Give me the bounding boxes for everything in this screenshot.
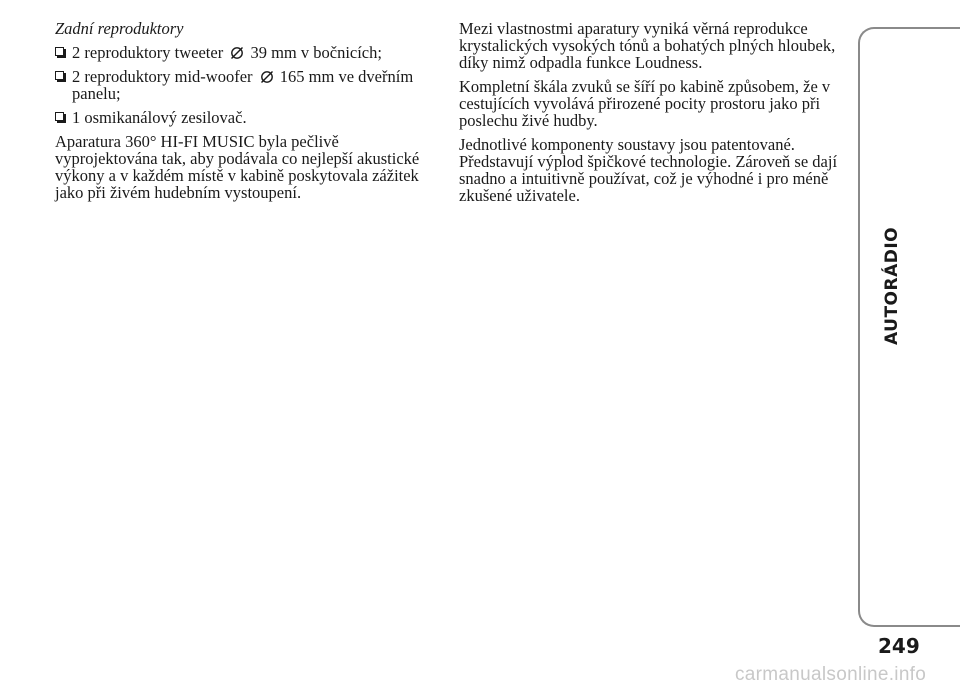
section-subheading: Zadní reproduktory xyxy=(55,19,184,38)
checkbox-bullet-icon xyxy=(55,112,64,121)
bullet-item xyxy=(55,44,440,61)
bullet-text-after: 165 mm ve dveřním panelu; xyxy=(72,67,414,103)
checkbox-bullet-icon xyxy=(55,47,64,56)
diameter-icon xyxy=(260,70,274,84)
checkbox-bullet-icon xyxy=(55,71,64,80)
page-number: 249 xyxy=(878,634,920,658)
bullet-text-after: 39 mm v bočnicích; xyxy=(250,43,382,62)
body-paragraph: Jednotlivé komponenty soustavy jsou patentované. Představují výplod špičkové technologie. Zároveň se dají snadno a intuitivně používat, což je výhodné i pro méně zkušené uživatele. xyxy=(459,135,838,205)
bullet-text-before: 2 reproduktory tweeter xyxy=(72,43,224,62)
bullet-item xyxy=(55,109,440,126)
body-paragraph: Mezi vlastnostmi aparatury vyniká věrná reprodukce krystalických vysokých tónů a bohatých plných hloubek, díky nimž odpadla funkce Loudness. xyxy=(459,19,836,72)
right-column xyxy=(459,20,844,211)
chapter-tab-label: AUTORÁDIO xyxy=(882,226,902,345)
bullet-text-before: 2 reproduktory mid-woofer xyxy=(72,67,253,86)
watermark: carmanualsonline.info xyxy=(735,664,927,685)
bullet-text: 1 osmikanálový zesilovač. xyxy=(72,108,247,127)
chapter-tab xyxy=(858,27,960,627)
body-paragraph: Aparatura 360° HI-FI MUSIC byla pečlivě vyprojektována tak, aby podávala co nejlepší akustické výkony a v každém místě v kabině poskytovala zážitek jako při živém hudebním vystoupení. xyxy=(55,132,420,202)
bullet-item xyxy=(55,68,440,102)
diameter-icon xyxy=(230,46,244,60)
body-paragraph: Kompletní škála zvuků se šíří po kabině způsobem, že v cestujících vyvolává přirozené pocity prostoru jako při poslechu živé hudby. xyxy=(459,77,831,130)
left-column xyxy=(55,20,440,208)
